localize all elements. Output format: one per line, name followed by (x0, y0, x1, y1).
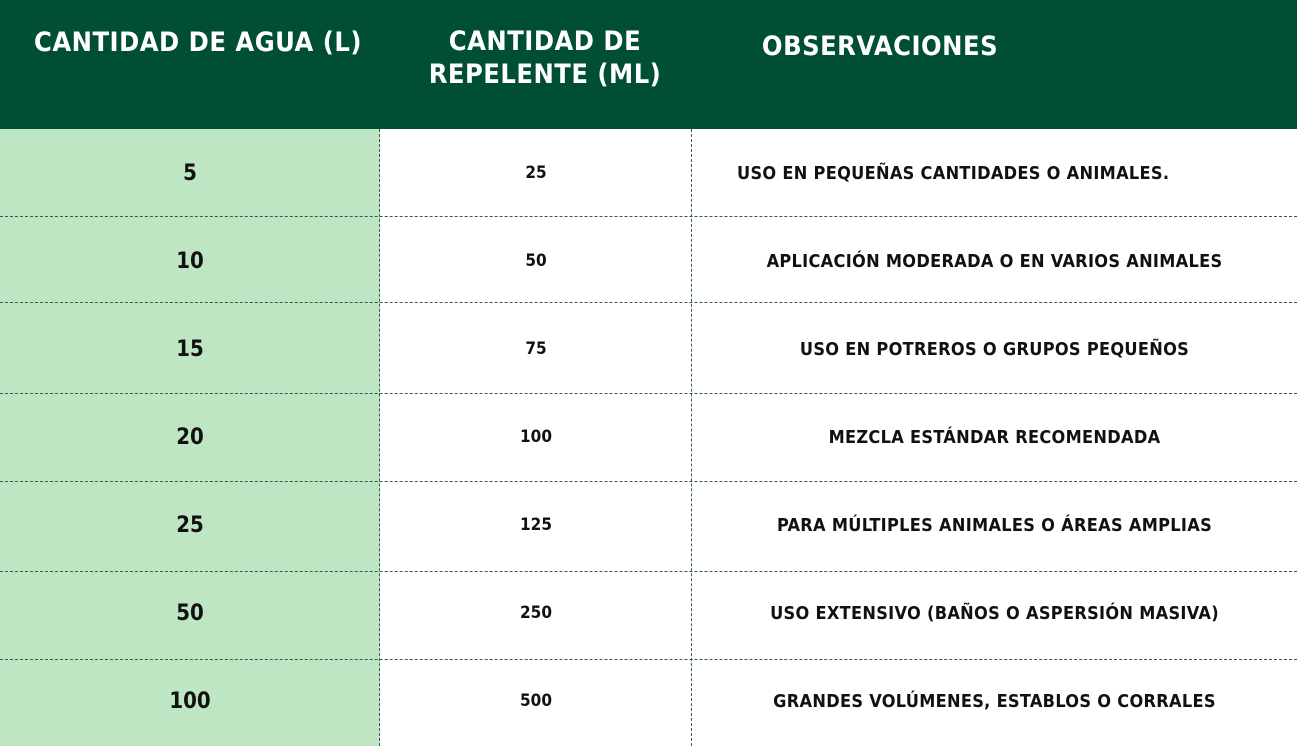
cell-repelente: 125 (520, 515, 552, 535)
cell-repelente: 500 (520, 691, 552, 711)
row-divider (0, 659, 1297, 660)
cell-observaciones: APLICACIÓN MODERADA O EN VARIOS ANIMALES (766, 250, 1223, 272)
cell-agua: 15 (176, 336, 204, 362)
cell-repelente: 75 (525, 339, 547, 359)
table-header (0, 0, 1297, 129)
column-divider (379, 129, 380, 746)
table-row (0, 481, 1297, 569)
header-cantidad-repelente: CANTIDAD DE REPELENTE (ML) (428, 26, 662, 90)
cell-agua: 100 (169, 688, 211, 714)
row-divider (0, 393, 1297, 394)
cell-observaciones: USO EN PEQUEÑAS CANTIDADES O ANIMALES. (737, 162, 1170, 184)
cell-repelente: 50 (525, 251, 547, 271)
header-observaciones: OBSERVACIONES (761, 31, 999, 62)
table-row (0, 305, 1297, 393)
row-divider (0, 302, 1297, 303)
cell-agua: 50 (176, 600, 204, 626)
cell-repelente: 100 (520, 427, 552, 447)
cell-agua: 10 (176, 248, 204, 274)
header-cantidad-agua: CANTIDAD DE AGUA (L) (34, 27, 362, 58)
row-divider (0, 571, 1297, 572)
cell-observaciones: USO EXTENSIVO (BAÑOS O ASPERSIÓN MASIVA) (770, 602, 1219, 624)
table-row (0, 217, 1297, 305)
row-divider (0, 216, 1297, 217)
cell-agua: 5 (183, 160, 197, 186)
table-row (0, 129, 1297, 217)
row-divider (0, 481, 1297, 482)
cell-repelente: 25 (525, 163, 547, 183)
table-body (0, 129, 1297, 745)
cell-observaciones: MEZCLA ESTÁNDAR RECOMENDADA (828, 426, 1161, 448)
table-row (0, 657, 1297, 745)
table-row (0, 393, 1297, 481)
cell-observaciones: GRANDES VOLÚMENES, ESTABLOS O CORRALES (773, 690, 1216, 712)
cell-repelente: 250 (520, 603, 552, 623)
cell-agua: 25 (176, 512, 204, 538)
cell-observaciones: USO EN POTREROS O GRUPOS PEQUEÑOS (799, 338, 1190, 360)
cell-observaciones: PARA MÚLTIPLES ANIMALES O ÁREAS AMPLIAS (776, 514, 1213, 536)
column-divider (691, 129, 692, 746)
cell-agua: 20 (176, 424, 204, 450)
table-row (0, 569, 1297, 657)
